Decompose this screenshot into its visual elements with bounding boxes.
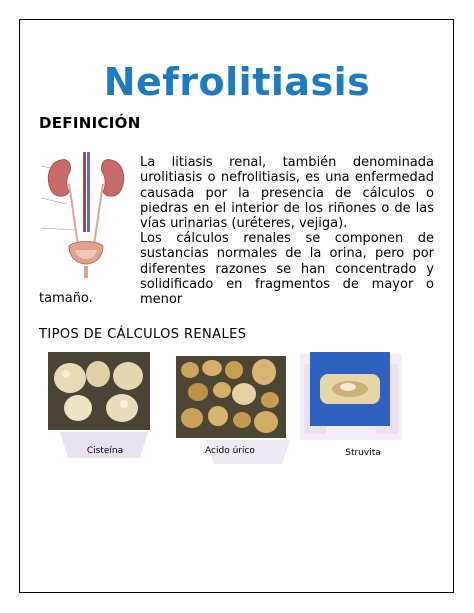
uric-acid-caption: Acido úrico — [205, 446, 255, 456]
struvite-caption: Struvita — [345, 448, 381, 458]
urinary-tract-illustration — [39, 148, 133, 280]
definition-paragraph-2: Los cálculos renales se componen de sustancias normales de la orina, pero por diferentes razones se han concentrado y solidificado en fragmentos de mayor o menor — [140, 231, 434, 308]
definition-paragraph-1: La litiasis renal, también denominada urolitiasis o nefrolitiasis, es una enfermedad causada por la presencia de cálculos o piedras en el interior de los riñones o de las vías urinarias (uréteres, vejiga). — [140, 155, 434, 232]
uric-acid-stones-photo — [176, 356, 286, 438]
document-title: Nefrolitiasis — [103, 60, 371, 104]
struvite-stone-photo — [310, 352, 390, 426]
definition-paragraph-2-end: tamaño. — [39, 291, 93, 306]
cystine-caption: Cisteína — [86, 446, 124, 456]
stone-types-heading: TIPOS DE CÁLCULOS RENALES — [39, 327, 247, 342]
section-heading: DEFINICIÓN — [39, 114, 141, 132]
cystine-stones-photo — [48, 352, 150, 430]
